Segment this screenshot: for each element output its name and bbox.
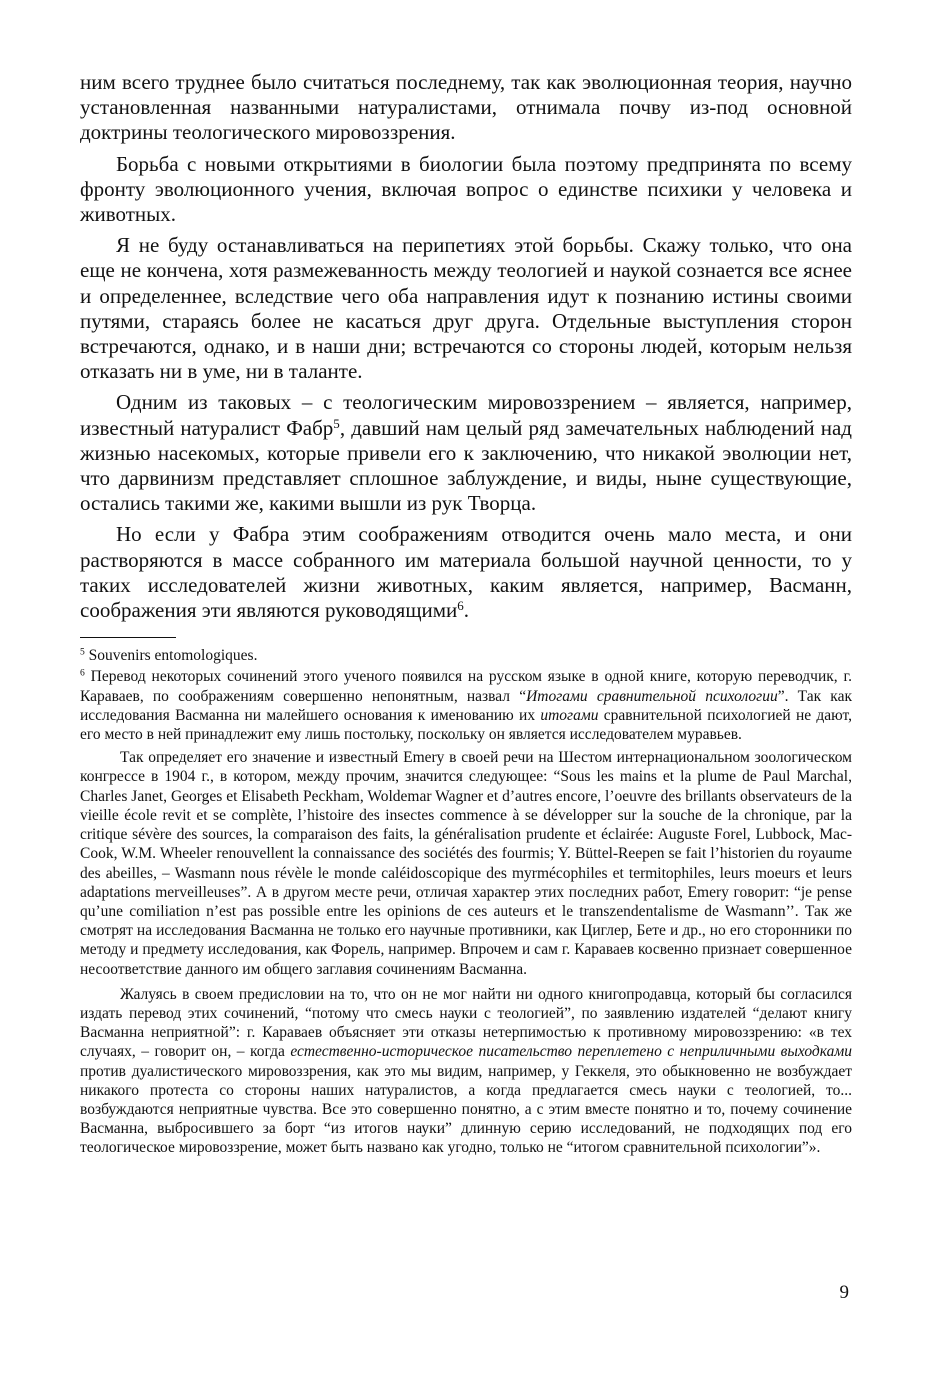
paragraph-5-text-b: .	[463, 598, 470, 623]
paragraph-4-text-b: , давший нам целый ряд замечательных наблюдений над жизнью насекомых, которые привели его к заключению, что никакой эволюции нет, что дарвинизм представляет сплошное заблуждение, и виды, ныне существующие, остались такими же, какими вышли из рук Творца.	[80, 415, 852, 516]
footnote-6-text-a: Перевод некоторых сочинений этого ученого появился на русском языке в одной книге, которую переводчик, г. Караваев, по соображениям совершенно непонятным, назвал “	[80, 668, 852, 705]
footnote-6-text-b: ”. Так как исследования Васманна ни малейшего основания к именованию их	[80, 687, 853, 724]
paragraph-2: Борьба с новыми открытиями в биологии была поэтому предпринята по всему фронту эволюционного учения, включая вопрос о единстве психики у человека и животных.	[80, 151, 852, 227]
page-content	[80, 70, 852, 1158]
footnote-6-number: 6	[80, 668, 85, 680]
footnote-divider	[80, 637, 176, 638]
paragraph-5-text-a: Но если у Фабра этим соображениям отводится очень мало места, и они растворяются в массе собранного им материала большой научной ценности, то у таких исследователей жизни животных, каким является, например, Васманн, соображения эти являются руководящими	[80, 522, 852, 623]
paragraph-1: ним всего труднее было считаться последнему, так как эволюционная теория, научно установленная названными натуралистами, отнимала почву из-под основной доктрины теологического мировоззрения.	[80, 70, 852, 145]
footnote-6-text-c: сравнительной психологией не дают, его место в ней принадлежит ему лишь постольку, поскольку он является исследователем муравьев.	[80, 706, 852, 744]
footnote-6-paragraph-karavaev-text-a: Жалуясь в своем предисловии на то, что он не мог найти ни одного книгопродавца, который бы согласился издать перевод этих сочинений, “потому что смесь науки с теологией”, по заявлению издателей “делают книгу Васманна неприятной”: г. Караваев объясняет эти отказы нетерпимостью к противному мировоззрению: «в тех случаях, – говорит он, – когда	[80, 985, 852, 1061]
footnote-6-paragraph-emery: Так определяет его значение и известный Emery в своей речи на Шестом интернациональном зоологическом конгрессе в 1904 г., в котором, между прочим, значится следующее: “Sous les mains et la plume de Paul Marchal, Charles Janet, Georges et Elisabeth Peckham, Woldemar Wagner et d’autres encore, l’oeuvre des brillants observateurs de la vieille école revit et se complète, l’histoire des insectes commence à se développer sur la souche de la chronique, par la critique sévère des sources, la comparaison des faits, la généralisation prudente et éclairée: Auguste Forel, Lubbock, Mac-Cook, W.M. Wheeler renouvellent la connaissance des sociétés des fourmis; Y. Büttel-Reepen se fait l’historien du royaume des abeilles, – Wasmann nous révèle le monde caléidoscopique des myrmécophiles et termitophiles, leurs moeurs et leurs adaptations merveilleuses”. А в другом месте речи, отличая характер этих последних работ, Emery говорит: “je pense qu’une comiliation n’est pas possible entre les opinions de ces auteurs et le transzendentalisme de Wasmann’’. Так же смотрят на исследования Васманна не только его научные противники, как Циглер, Бете и др., но его сторонники по методу и предмету исследования, как Форель, например. Впрочем и сам г. Караваев косвенно признает совершенное несоответствие данного им общего заглавия сочинениям Васманна.	[80, 749, 852, 978]
footnote-5-number: 5	[80, 646, 85, 658]
paragraph-4	[80, 390, 852, 516]
footnote-5-text: Souvenirs entomologiques.	[88, 647, 258, 665]
footnote-6-italic-word: итогами	[540, 706, 599, 724]
footnote-6	[80, 667, 852, 744]
footnote-6-paragraph-karavaev-italic: естественно-историческое писательство переплетено с неприличными выходками	[290, 1043, 853, 1061]
footnotes	[80, 646, 852, 1157]
paragraph-3: Я не буду останавливаться на перипетиях этой борьбы. Скажу только, что она еще не кончена, хотя размежеванность между теологией и наукой сознается все яснее и определеннее, вследствие чего оба направления идут к познанию истины своими путями, стараясь более не касаться друг друга. Отдельные выступления сторон встречаются, однако, и в наши дни; встречаются со стороны людей, которым нельзя отказать ни в уме, ни в таланте.	[80, 233, 852, 384]
main-text	[80, 70, 852, 623]
footnote-6-italic-title: Итогами сравнительной психологии	[526, 687, 778, 705]
page-number: 9	[839, 1282, 849, 1303]
footnote-6-paragraph-karavaev-text-b: против дуалистического мировоззрения, как это мы видим, например, у Геккеля, это обыкновенно не возбуждает никакого протеста со стороны наших натуралистов, а когда предлагается смесь науки с теологией, то... возбуждаются неприятные чувства. Все это совершенно понятно, а с этим вместе понятно и то, почему сочинение Васманна, выбросившего за борт “из итогов науки” длинную серию исследований, не подходящих под его теологическое мировоззрение, может быть названо как угодно, только не “итогом сравнительной психологии”».	[80, 1062, 852, 1157]
footnote-6-paragraph-karavaev	[80, 985, 852, 1158]
footnote-ref-5[interactable]: 5	[333, 415, 340, 431]
footnote-ref-6[interactable]: 6	[457, 597, 464, 613]
paragraph-5	[80, 522, 852, 623]
paragraph-4-text-a: Одним из таковых – с теологическим мировоззрением – является, например, известный натуралист Фабр	[80, 390, 852, 440]
footnote-5	[80, 646, 852, 665]
